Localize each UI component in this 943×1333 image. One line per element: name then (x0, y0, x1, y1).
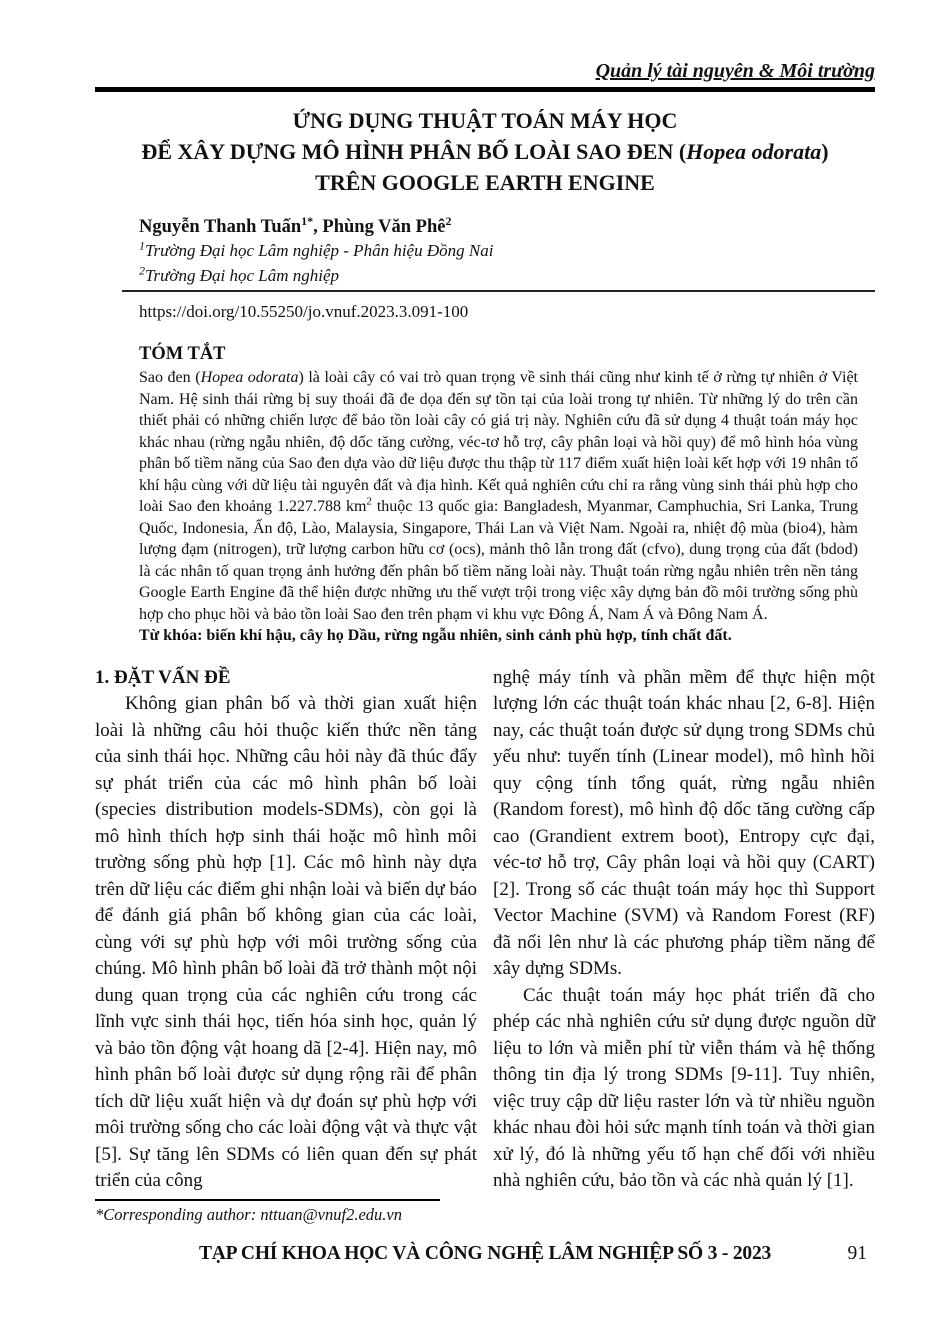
left-column (95, 665, 477, 1225)
abstract-paragraph (139, 367, 858, 625)
author-1: Nguyễn Thanh Tuấn (139, 217, 302, 237)
affiliation-1-superscript: 1 (139, 238, 145, 253)
km-squared-superscript: 2 (366, 495, 372, 508)
paper-title (95, 105, 875, 198)
keywords-label: Từ khóa: (139, 627, 203, 644)
affiliation-2-name: Trường Đại học Lâm nghiệp (145, 265, 340, 285)
abstract-species-name: Hopea odorata (200, 369, 299, 386)
footnote-divider-rule (95, 1199, 440, 1201)
meta-divider-rule (122, 290, 875, 292)
author-1-superscript: 1* (301, 213, 314, 228)
left-column-paragraph: Không gian phân bố và thời gian xuất hiện loài là những câu hỏi thuộc kiến thức nền tảng của sinh thái học. Những câu hỏi này đã thúc đẩy sự phát triển của các mô hình phân bố loài (species distribution models-SDMs), còn gọi là mô hình thích hợp sinh thái hoặc mô hình môi trường sống phù hợp [1]. Các mô hình này dựa trên dữ liệu các điểm ghi nhận loài và biến dự báo để đánh giá phân bố không gian của các loài, cùng với sự phù hợp với môi trường sống của chúng. Mô hình phân bố loài đã trở thành một nội dung quan trọng của các nghiên cứu trong các lĩnh vực sinh thái học, tiến hóa sinh học, quản lý và bảo tồn động vật hoang dã [2-4]. Hiện nay, mô hình phân bố loài được sử dụng rộng rãi để phân tích dữ liệu xuất hiện và dự đoán sự phù hợp với môi trường sống cho các loài động vật và thực vật [5]. Sự tăng lên SDMs có liên quan đến sự phát triển của công (95, 693, 477, 1191)
corresponding-author-footnote: *Corresponding author: nttuan@vnuf2.edu.vn (95, 1204, 402, 1224)
title-line-1: ỨNG DỤNG THUẬT TOÁN MÁY HỌC (292, 108, 678, 133)
journal-section-title: Quản lý tài nguyên & Môi trường (595, 60, 875, 82)
two-column-body (95, 665, 875, 1225)
affiliation-1 (139, 239, 875, 264)
abstract-section (139, 343, 858, 647)
abstract-heading: TÓM TẮT (139, 344, 226, 364)
section-1-heading: 1. ĐẶT VẤN ĐỀ (95, 666, 231, 688)
header-rule (95, 87, 875, 92)
title-line-2 (141, 139, 828, 164)
running-head (95, 58, 875, 84)
doi-link: https://doi.org/10.55250/jo.vnuf.2023.3.091-100 (139, 302, 469, 321)
author-2: Phùng Văn Phê (322, 217, 446, 237)
page-footer (95, 1243, 875, 1265)
affiliation-2-superscript: 2 (139, 262, 145, 277)
title-species-name: Hopea odorata (686, 139, 822, 164)
title-line-2-text: ĐỂ XÂY DỰNG MÔ HÌNH PHÂN BỐ LOÀI SAO ĐEN ( (141, 139, 687, 164)
keywords-text: biến khí hậu, cây họ Dầu, rừng ngẫu nhiên, sinh cảnh phù hợp, tính chất đất. (202, 627, 732, 644)
right-column-paragraph-2: Các thuật toán máy học phát triển đã cho phép các nhà nghiên cứu sử dụng được nguồn dữ liệu to lớn và miễn phí từ viễn thám và hệ thống thông tin địa lý trong SDMs [9-11]. Tuy nhiên, việc truy cập dữ liệu raster lớn và từ nhiều nguồn khác nhau đòi hỏi sức mạnh tính toán và thời gian xử lý, đó là những yếu tố hạn chế đối với nhiều nhà nghiên cứu, bảo tồn và các nhà quản lý [1]. (493, 984, 875, 1191)
author-2-superscript: 2 (445, 213, 452, 228)
affiliation-1-name: Trường Đại học Lâm nghiệp - Phân hiệu Đồng Nai (145, 241, 494, 260)
author-meta-block (122, 215, 875, 292)
abstract-text-pre: Sao đen ( (139, 369, 201, 386)
abstract-text-mid: ) là loài cây có vai trò quan trọng về sinh thái cũng như kinh tế ở rừng tự nhiên ở Việt Nam. Hệ sinh thái rừng bị suy thoái đã đe dọa đến sự tồn tại của loài trong tự nhiên. Từ những lý do trên cần thiết phải có những chiến lược để bảo tồn loài cây có giá trị này. Nghiên cứu đã sử dụng 4 thuật toán máy học khác nhau (rừng ngẫu nhiên, độ dốc tăng cường, véc-tơ hỗ trợ, cây phân loại và hồi quy) để mô hình hóa vùng phân bố tiềm năng của Sao đen dựa vào dữ liệu được thu thập từ 117 điểm xuất hiện loài kết hợp với 19 nhân tố khí hậu cùng với dữ liệu tài nguyên đất và địa hình. Kết quả nghiên cứu chỉ ra rằng vùng sinh thái phù hợp cho loài Sao đen khoảng 1.227.788 km (139, 369, 859, 515)
footer-journal-title: TẠP CHÍ KHOA HỌC VÀ CÔNG NGHỆ LÂM NGHIỆP SỐ 3 - 2023 (198, 1243, 772, 1264)
keywords-line (139, 625, 858, 647)
footer-page-number: 91 (847, 1243, 867, 1264)
title-line-3: TRÊN GOOGLE EARTH ENGINE (315, 170, 655, 195)
authors-line (139, 215, 875, 239)
affiliation-2 (139, 264, 875, 289)
author-separator: , (313, 217, 323, 237)
right-column (493, 665, 875, 1225)
abstract-text-post: thuộc 13 quốc gia: Bangladesh, Myanmar, Camphuchia, Sri Lanka, Trung Quốc, Indonesia, Ấn độ, Lào, Malaysia, Singapore, Thái Lan và Việt Nam. Ngoài ra, nhiệt độ mùa (bio4), hàm lượng đạm (nitrogen), trữ lượng carbon hữu cơ (ocs), mảnh thô lẫn trong đất (cfvo), dung trọng của đất (bdod) là các nhân tố quan trọng ảnh hưởng đến phân bố tiềm năng loài này. Thuật toán rừng ngẫu nhiên trên nền tảng Google Earth Engine đã thể hiện được những ưu thế vượt trội trong việc xây dựng bản đồ môi trường sống phù hợp cho phục hồi và bảo tồn loài Sao đen trên phạm vi khu vực Đông Á, Nam Á và Đông Nam Á. (139, 498, 858, 623)
title-line-2-close: ) (821, 139, 829, 164)
right-column-paragraph-1: nghệ máy tính và phần mềm để thực hiện một lượng lớn các thuật toán khác nhau [2, 6-8]. Hiện nay, các thuật toán được sử dụng trong SDMs chủ yếu như: tuyến tính (Linear model), mô hình hồi quy cộng tính tổng quát, rừng ngẫu nhiên (Random forest), mô hình độ dốc tăng cường cấp cao (Grandient extrem boot), Entropy cực đại, véc-tơ hỗ trợ, Cây phân loại và hồi quy (CART) [2]. Trong số các thuật toán máy học thì Support Vector Machine (SVM) và Random Forest (RF) đã nổi lên như là các phương pháp tiềm năng để xây dựng SDMs. (493, 666, 875, 979)
